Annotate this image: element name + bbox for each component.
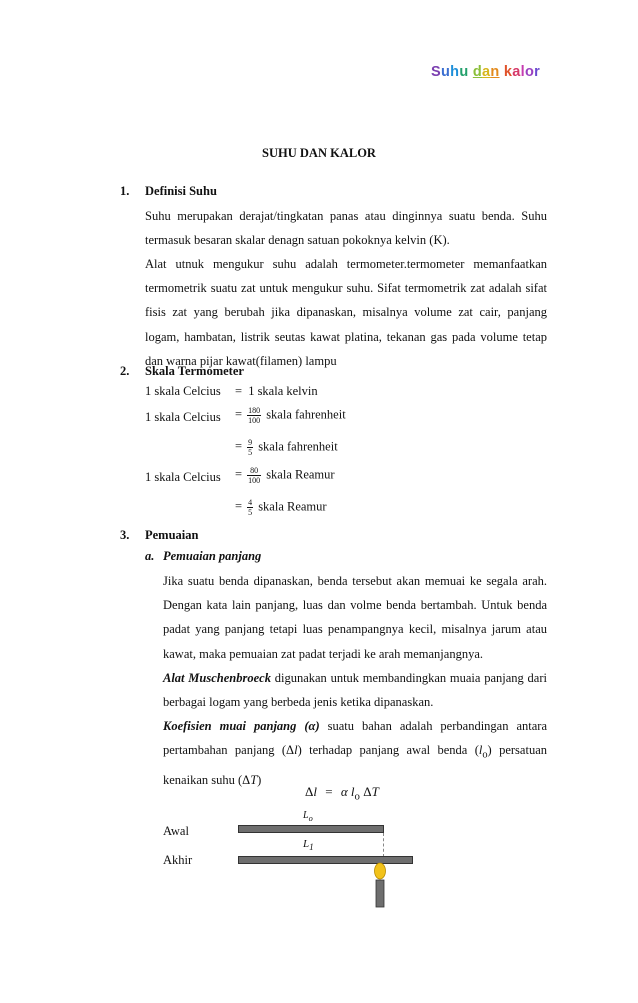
- wordart-letter: a: [512, 64, 521, 80]
- scale-row-value: [235, 438, 338, 457]
- akhir-label: Akhir: [163, 853, 193, 867]
- scale-row-value: [235, 406, 346, 425]
- wordart-letter: o: [525, 64, 535, 80]
- wordart-letter: u: [459, 64, 469, 80]
- pemuaian-paragraph-2: [163, 666, 547, 714]
- header-wordart: [431, 64, 540, 80]
- section-1-paragraph-1: Suhu merupakan derajat/tingkatan panas atau dinginnya suatu benda. Suhu termasuk besaran skalar denagn satuan pokoknya kelvin (K).: [145, 209, 547, 248]
- formula-t: T: [371, 784, 379, 799]
- fraction: [247, 498, 253, 517]
- section-3-heading: Pemuaian: [145, 528, 199, 542]
- formula-l: l: [313, 784, 317, 799]
- equals-sign: =: [235, 499, 243, 514]
- scale-unit-text: skala Reamur: [263, 467, 335, 482]
- wordart-letter: a: [482, 64, 491, 80]
- koefisien-term: Koefisien muai panjang (α): [163, 719, 320, 733]
- koefisien-text-c: ) persatuan kenaikan suhu (Δ: [163, 743, 547, 787]
- subsection-a-heading: Pemuaian panjang: [163, 549, 262, 563]
- koefisien-var-l: l: [294, 743, 298, 758]
- fraction-denominator: 100: [248, 476, 261, 485]
- subsection-a-letter: a.: [145, 549, 155, 563]
- fraction: [247, 406, 261, 425]
- fraction: [247, 466, 261, 485]
- lo-label-sub: o: [308, 814, 313, 823]
- formula: [305, 784, 379, 803]
- scale-row-label: 1 skala Celcius: [145, 410, 221, 424]
- burner-icon: [370, 860, 390, 908]
- equals-sign: =: [235, 384, 243, 398]
- koefisien-text-a: suatu bahan adalah perbandingan antara pertambahan panjang (Δ: [163, 719, 547, 758]
- section-1-paragraph-2: Alat utnuk mengukur suhu adalah termometer.termometer memanfaatkan termometrik suatu zat untuk mengukur suhu. Sifat termometrik zat adalah sifat fisis zat yang berubah jika dipanaskan, misalnya volume zat cair, panjang logam, hambatan, listrik seutas kawat platina, tekanan gas pada volume tetap dan warna pijar kawat(filamen) lampu: [145, 257, 547, 368]
- page-title: SUHU DAN KALOR: [262, 146, 376, 160]
- initial-rod: [238, 825, 384, 833]
- fraction-numerator: 80: [247, 466, 261, 476]
- wordart-letter: d: [472, 64, 483, 80]
- fraction-numerator: 9: [248, 438, 253, 447]
- fraction-numerator: 180: [248, 406, 261, 415]
- l1-label-main: L: [303, 838, 310, 850]
- reference-dash: [383, 833, 384, 857]
- koefisien-sub-o: o: [482, 749, 488, 761]
- l1-label: [303, 838, 314, 852]
- section-2-heading: Skala Termometer: [145, 364, 244, 378]
- koefisien-var-lo: l: [478, 743, 483, 758]
- section-3-number: 3.: [120, 528, 130, 542]
- wordart-letter: r: [534, 64, 541, 80]
- fraction-denominator: 5: [248, 448, 253, 457]
- muschenbroeck-text: digunakan untuk membandingkan muaia panjang dari berbagai logam yang berbeda jenis ketika dipanaskan.: [163, 671, 547, 710]
- section-2-number: 2.: [120, 364, 130, 378]
- equals-sign: =: [235, 467, 243, 482]
- wordart-letter: u: [440, 64, 451, 80]
- lo-label-main: L: [303, 810, 309, 821]
- scale-unit-text: skala Reamur: [255, 499, 327, 514]
- wordart-letter: l: [520, 64, 525, 80]
- formula-delta-2: Δ: [363, 784, 372, 799]
- formula-delta: Δ: [305, 784, 314, 799]
- fraction-denominator: 5: [248, 508, 253, 517]
- equals-sign: =: [235, 407, 243, 422]
- scale-row-value: [235, 466, 335, 485]
- wordart-letter: h: [450, 64, 460, 80]
- formula-lo: l: [350, 784, 355, 799]
- burner-stand: [376, 880, 384, 907]
- scale-row-label: 1 skala Celcius: [145, 384, 221, 398]
- fraction-denominator: 100: [248, 416, 261, 425]
- pemuaian-paragraph-3: [163, 714, 547, 792]
- fraction: [247, 438, 253, 457]
- scale-row-value: [235, 498, 327, 517]
- flame-icon: [375, 863, 386, 879]
- lo-label: [303, 810, 313, 823]
- section-1-heading: Definisi Suhu: [145, 184, 217, 198]
- wordart-letter: k: [503, 64, 513, 80]
- wordart-letter: n: [490, 64, 500, 80]
- muschenbroeck-term: Alat Muschenbroeck: [163, 671, 271, 685]
- scale-row-value: [235, 384, 318, 399]
- koefisien-text-d: ): [257, 772, 262, 787]
- l1-label-sub: 1: [309, 842, 314, 853]
- equals-sign: =: [235, 439, 243, 454]
- koefisien-var-t: T: [250, 772, 258, 787]
- koefisien-text-b: ) terhadap panjang awal benda (: [297, 743, 479, 758]
- formula-equals: =: [325, 784, 333, 799]
- formula-lo-sub: o: [354, 790, 360, 803]
- fraction-numerator: 4: [248, 498, 253, 507]
- formula-alpha: α: [340, 784, 348, 799]
- scale-unit-text: 1 skala kelvin: [245, 384, 318, 398]
- pemuaian-paragraph-1: Jika suatu benda dipanaskan, benda tersebut akan memuai ke segala arah. Dengan kata lain panjang, luas dan volme benda bertambah. Untuk benda padat yang panjang tetapi luas penampangnya kecil, misalnya jarum atau kawat, maka pemuaian zat padat terjadi ke arah memanjangnya.: [163, 574, 547, 661]
- scale-unit-text: skala fahrenheit: [263, 407, 346, 422]
- section-1-number: 1.: [120, 184, 130, 198]
- scale-unit-text: skala fahrenheit: [255, 439, 338, 454]
- wordart-letter: S: [431, 64, 441, 80]
- scale-row-label: 1 skala Celcius: [145, 470, 221, 484]
- awal-label: Awal: [163, 824, 189, 838]
